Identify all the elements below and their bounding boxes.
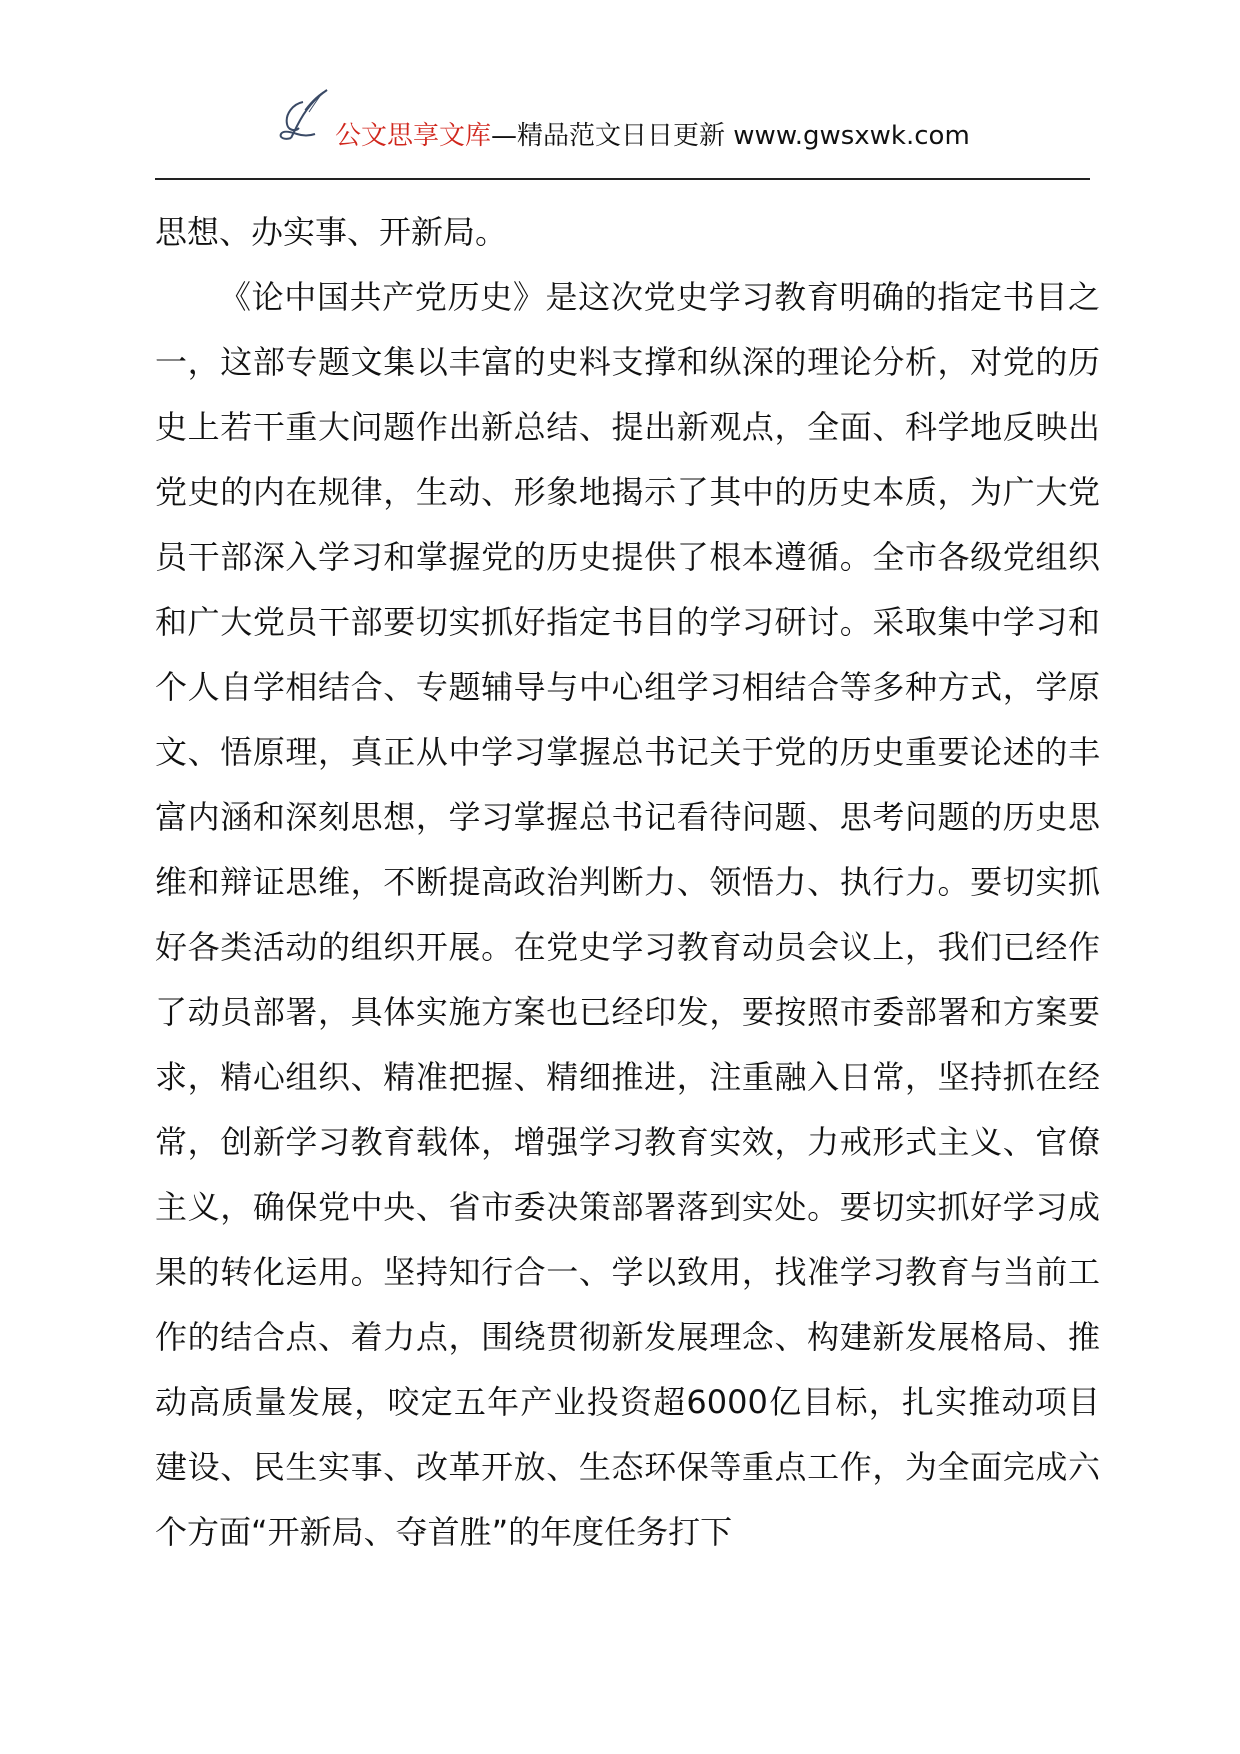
header-divider — [155, 178, 1090, 180]
document-body — [155, 200, 1100, 1565]
paragraph-main: 《论中国共产党历史》是这次党史学习教育明确的指定书目之一，这部专题文集以丰富的史料支撑和纵深的理论分析，对党的历史上若干重大问题作出新总结、提出新观点，全面、科学地反映出党史的内在规律，生动、形象地揭示了其中的历史本质，为广大党员干部深入学习和掌握党的历史提供了根本遵循。全市各级党组织和广大党员干部要切实抓好指定书目的学习研讨。采取集中学习和个人自学相结合、专题辅导与中心组学习相结合等多种方式，学原文、悟原理，真正从中学习掌握总书记关于党的历史重要论述的丰富内涵和深刻思想，学习掌握总书记看待问题、思考问题的历史思维和辩证思维，不断提高政治判断力、领悟力、执行力。要切实抓好各类活动的组织开展。在党史学习教育动员会议上，我们已经作了动员部署，具体实施方案也已经印发，要按照市委部署和方案要求，精心组织、精准把握、精细推进，注重融入日常，坚持抓在经常，创新学习教育载体，增强学习教育实效，力戒形式主义、官僚主义，确保党中央、省市委决策部署落到实处。要切实抓好学习成果的转化运用。坚持知行合一、学以致用，找准学习教育与当前工作的结合点、着力点，围绕贯彻新发展理念、构建新发展格局、推动高质量发展，咬定五年产业投资超6000亿目标，扎实推动项目建设、民生实事、改革开放、生态环保等重点工作，为全面完成六个方面“开新局、夺首胜”的年度任务打下 — [155, 278, 1100, 1551]
quill-pen-icon — [275, 88, 333, 144]
site-url: www.gwsxwk.com — [725, 121, 970, 151]
header-title — [335, 120, 970, 152]
header-slogan: —精品范文日日更新 — [491, 121, 726, 151]
page-header — [155, 80, 1090, 180]
brand-name: 公文思享文库 — [335, 121, 492, 151]
paragraph-continued: 思想、办实事、开新局。 — [155, 213, 508, 251]
